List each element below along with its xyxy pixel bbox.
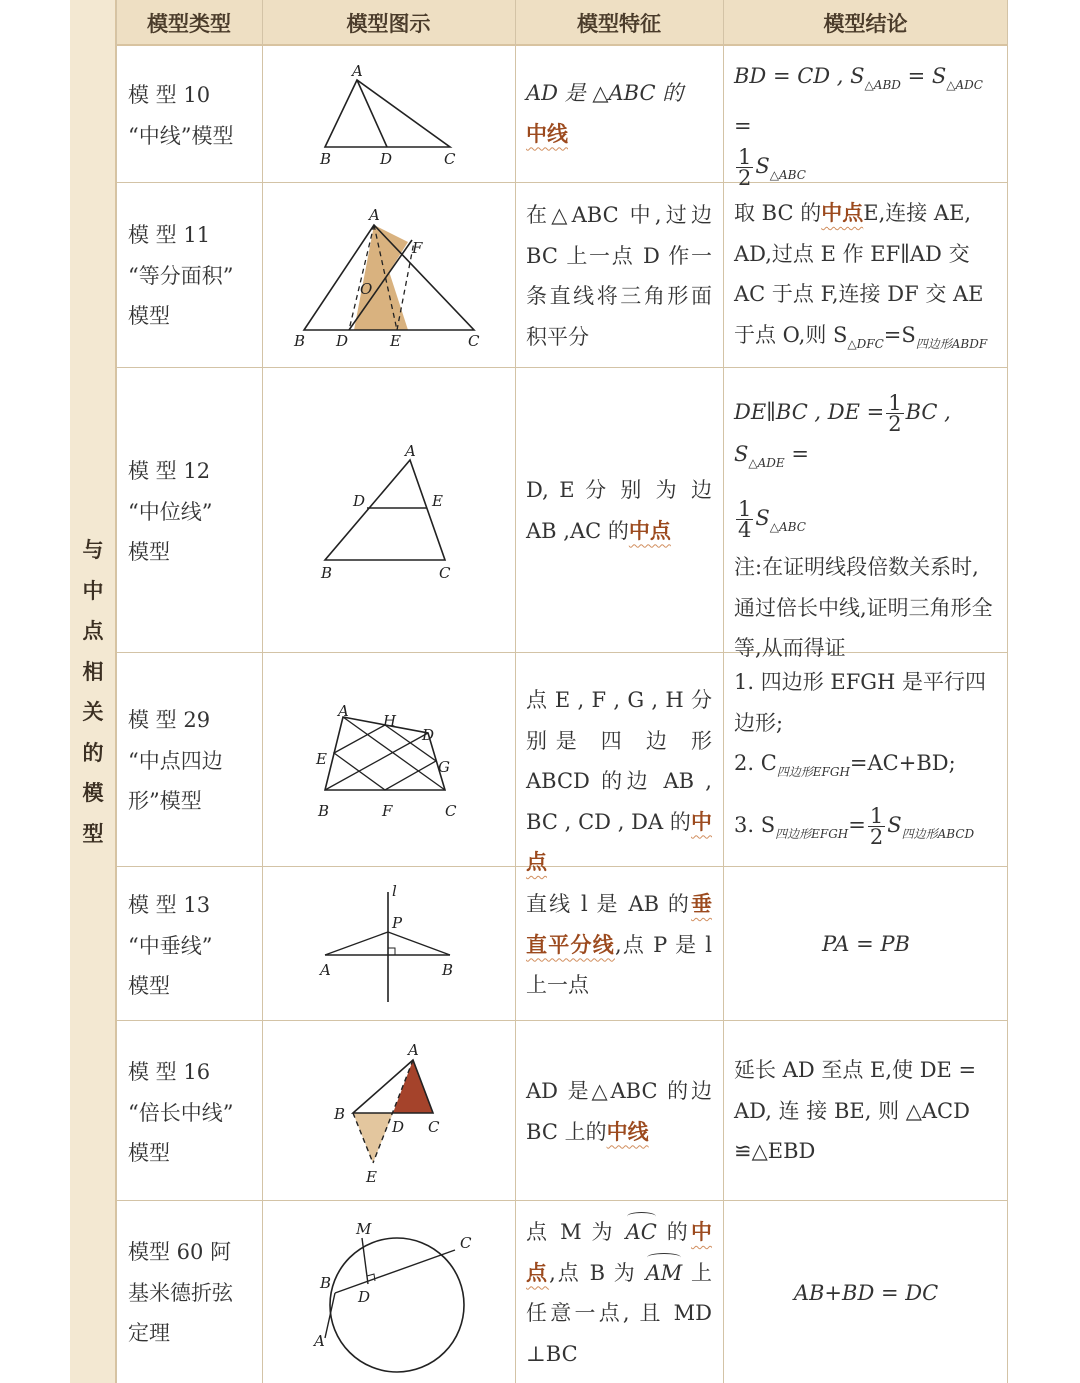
fraction [736,147,753,188]
row3-figure [315,440,465,585]
figure-label: A [405,442,416,460]
type-line: 模型 [128,974,170,998]
conclusion-text: S [755,154,770,178]
subscript: 四边形ABCD [901,826,975,841]
category-char: 点 [82,619,104,643]
type-line: 模 型 10 [128,83,211,107]
figure-label: A [369,206,380,224]
row7-feature [526,1212,712,1374]
arc-label: AM [646,1253,683,1294]
conclusion-text: BC , S [734,400,951,466]
figure-label: G [438,758,450,776]
feature-highlight: 中点 [526,808,712,874]
feature-highlight: 中线 [526,120,568,146]
row2-figure [292,200,492,355]
figure-label: C [439,564,451,582]
figure-label: C [468,332,480,350]
row4-conclusion [734,662,998,854]
conclusion-text: 2. C [734,751,777,775]
category-char: 型 [82,821,104,846]
row5-feature [526,884,712,1006]
conclusion-text: = S [900,64,947,88]
feature-text: ,点 B 为 [549,1260,637,1285]
type-line: 定理 [128,1321,170,1345]
row7-type [128,1232,260,1354]
conclusion-text: S [755,505,770,530]
row1-figure [310,60,470,172]
figure-label: A [408,1041,419,1059]
figure-label: D [336,332,349,350]
feature-highlight: 中线 [606,1118,649,1144]
feature-text: 点 E , F , G , H 分别是 四 边 形 ABCD 的边 AB , BC , CD , DA 的 [526,688,712,834]
conclusion-text: PA = PB [822,932,910,956]
fraction-den: 4 [738,517,752,542]
subscript: 四边形EFGH [775,826,849,841]
fraction-den: 2 [869,824,884,849]
model-table [70,0,1008,1383]
type-line: “中位线” [128,499,213,524]
type-line: 模型 60 阿 [128,1240,232,1264]
figure-label: C [460,1234,472,1252]
category-char: 相 [82,659,104,684]
grid-line [116,0,117,1383]
figure-label: A [320,961,331,979]
feature-text: D, E 分 别 为 边 AB ,AC 的 [526,478,712,543]
figure-label: D [422,726,435,744]
type-line: 基米德折弦 [128,1280,233,1305]
figure-label: B [320,150,332,168]
row4-figure [310,700,480,830]
figure-label: A [314,1332,325,1350]
conclusion-text: = [848,812,866,837]
figure-label: A [338,702,349,720]
row7-conclusion [734,1273,998,1314]
figure-label: D [392,1118,405,1136]
grid-line [262,0,263,1383]
conclusion-text: 取 BC 的 [734,201,822,225]
row6-feature [526,1071,712,1152]
row-divider [116,1020,1008,1021]
row3-type [128,451,260,573]
header-figure: 模型图示 [346,12,431,36]
row6-type [128,1052,260,1174]
row-divider [116,367,1008,368]
subscript: △ADE [748,456,785,470]
row5-type [128,885,260,1007]
figure-label: B [320,1274,332,1292]
conclusion-text: E,连接 AE, AD,过点 E 作 EF∥AD 交 AC 于点 F,连接 DF 交 AE 于点 O,则 S [734,201,984,347]
fraction-den: 2 [738,166,752,190]
row4-type [128,700,260,822]
type-line: “倍长中线” [128,1100,234,1125]
conclusion-item: 1. 四边形 EFGH 是平行四边形; [734,670,987,735]
subscript: △ABD [864,78,901,92]
fraction-den: 2 [888,412,902,436]
conclusion-text: DE∥BC , DE = [734,400,885,424]
figure-label: E [366,1168,377,1186]
header-conclusion: 模型结论 [823,12,908,36]
conclusion-item [734,805,998,855]
table-header [116,0,1008,46]
figure-label: O [360,280,373,298]
type-line: 模 型 29 [128,708,211,732]
type-line: “中点四边 [128,748,223,773]
fraction-num: 1 [888,391,902,415]
figure-label: D [353,492,366,510]
figure-label: A [352,62,363,80]
feature-text: AD 是 △ABC 的 [526,81,684,105]
figure-label: F [382,802,393,820]
type-line: 模 型 13 [128,893,211,917]
grid-line [1007,0,1008,1383]
figure-label: H [383,712,397,730]
feature-text: AD 是△ABC 的边 BC 上的 [526,1079,712,1144]
row3-feature [526,470,712,551]
conclusion-text: =AC+BD; [849,751,956,775]
figure-label: B [294,332,306,350]
feature-text: 上任意一点, 且 MD ⊥BC [526,1260,712,1366]
row5-figure [315,880,475,1005]
subscript: 四边形EFGH [776,765,850,779]
figure-label: B [321,564,333,582]
figure-label: C [445,802,457,820]
subscript: △ADC [946,78,983,92]
type-line: 模 型 16 [128,1060,211,1084]
row4-feature [526,680,712,883]
figure-label: B [318,802,330,820]
figure-label: P [392,914,403,932]
type-line: 模型 [128,1141,170,1165]
row2-type [128,215,260,337]
row5-conclusion [734,924,998,965]
grid-line [515,0,516,1383]
fraction-num: 1 [738,145,752,169]
type-line: 模型 [128,540,170,564]
row1-conclusion [734,56,998,196]
figure-label: B [442,961,454,979]
feature-text: 点 M 为 [526,1220,616,1244]
type-line: “中垂线” [128,933,213,958]
row6-conclusion: 延长 AD 至点 E,使 DE = AD, 连 接 BE, 则 △ACD ≌△EBD [734,1058,977,1163]
header-feature: 模型特征 [577,12,661,36]
header-type: 模型类型 [147,12,231,36]
conclusion-text: S [887,812,902,837]
row3-conclusion [734,392,998,669]
figure-label: l [392,882,397,900]
conclusion-note: 注:在证明线段倍数关系时,通过倍长中线,证明三角形全等,从而得证 [734,555,993,660]
subscript: △ABC [769,519,806,534]
type-line: 模型 [128,304,170,328]
row-divider [116,1200,1008,1201]
figure-label: C [444,150,456,168]
feature-highlight: 中点 [526,1219,712,1285]
conclusion-text: = [784,442,809,466]
feature-text: 的 [666,1220,691,1244]
figure-label: E [390,332,401,350]
feature-highlight: 垂直平分线 [526,891,712,957]
fraction-num: 1 [869,803,884,828]
figure-label: B [334,1105,346,1123]
category-char: 关 [82,700,104,724]
subscript: △ABC [769,168,806,182]
row2-feature: 在△ABC 中,过边 BC 上一点 D 作一条直线将三角形面积平分 [526,203,712,349]
feature-text: ,点 P 是 l 上一点 [526,932,712,997]
category-char: 模 [82,781,104,805]
figure-label: C [428,1118,440,1136]
conclusion-text: =S [883,322,916,347]
subscript: 四边形ABDF [915,336,988,351]
feature-highlight: 中点 [628,517,671,543]
figure-label: E [316,750,327,768]
figure-label: F [412,239,423,257]
figure-label: D [380,150,393,168]
conclusion-highlight: 中点 [821,200,864,225]
category-char: 中 [82,578,104,603]
fraction [868,803,885,849]
type-line: 模 型 11 [128,223,211,247]
row6-figure [328,1035,458,1190]
conclusion-text: = [734,113,752,138]
fraction [736,496,753,542]
category-char: 与 [82,538,104,562]
conclusion-text: AB+BD = DC [793,1281,939,1305]
grid-line [723,0,724,1383]
row1-feature [526,73,712,154]
row2-conclusion [734,193,998,364]
figure-label: D [358,1288,371,1306]
type-line: “中线”模型 [128,123,234,148]
row1-type [128,75,260,156]
category-char: 的 [82,740,104,765]
figure-label: M [356,1220,372,1238]
row7-figure [310,1218,480,1378]
conclusion-item [734,743,998,793]
arc-label: AC [626,1212,657,1253]
figure-label: E [432,492,443,510]
type-line: 模 型 12 [128,459,211,483]
conclusion-text: BD = CD , S [734,64,865,88]
subscript: △DFC [847,336,884,351]
fraction [886,393,903,434]
feature-text: 直线 l 是 AB 的 [526,892,691,916]
category-label [70,530,116,854]
type-line: 形”模型 [128,789,202,813]
type-line: “等分面积” [128,263,234,288]
fraction-num: 1 [738,496,752,521]
conclusion-text: 3. S [734,812,776,837]
